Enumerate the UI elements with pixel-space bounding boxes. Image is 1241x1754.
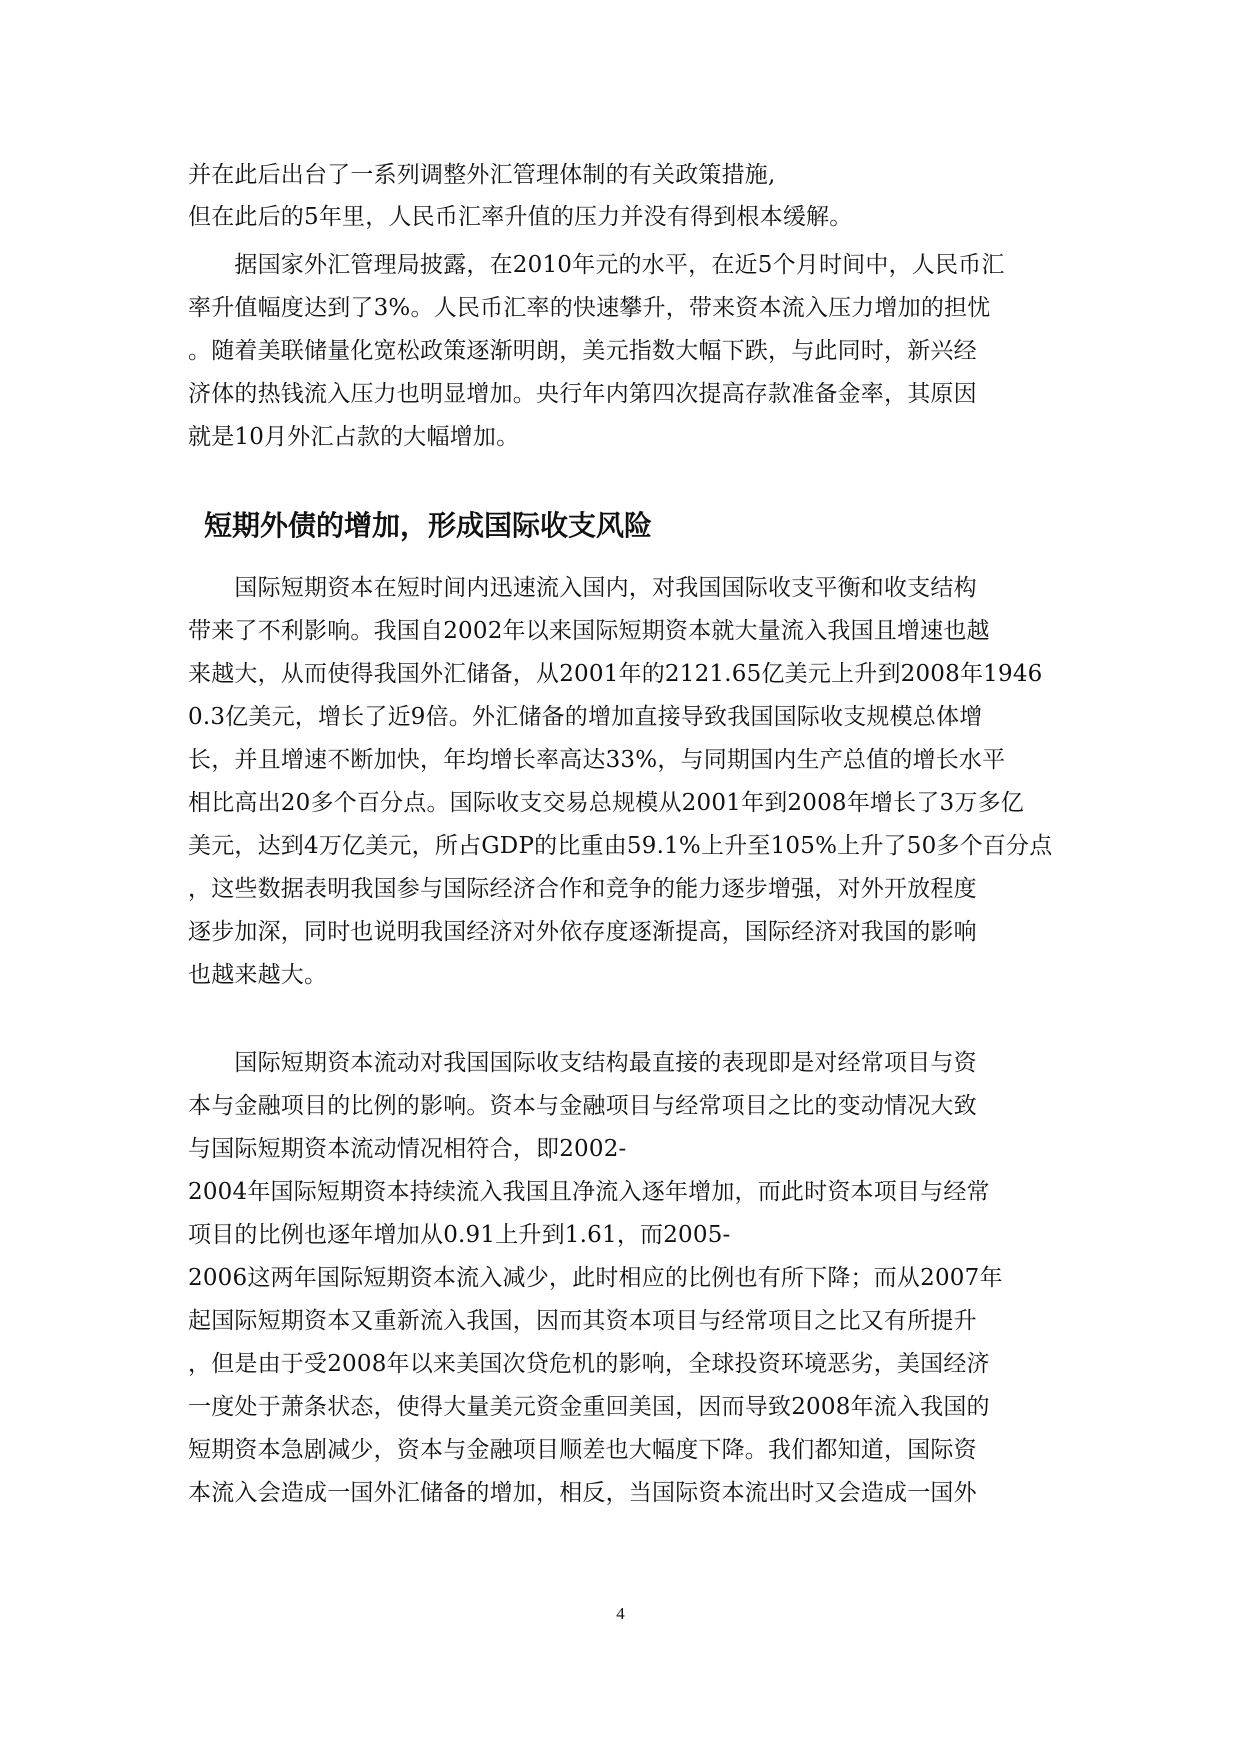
- text-line: 济体的热钱流入压力也明显增加。央行年内第四次提高存款准备金率，其原因: [188, 381, 977, 407]
- text-line: 2006这两年国际短期资本流入减少，此时相应的比例也有所下降；而从2007年: [188, 1265, 1003, 1291]
- text-line: 逐步加深，同时也说明我国经济对外依存度逐渐提高，国际经济对我国的影响: [188, 919, 977, 945]
- text-line: 起国际短期资本又重新流入我国，因而其资本项目与经常项目之比又有所提升: [188, 1308, 977, 1334]
- text-line: 来越大，从而使得我国外汇储备，从2001年的2121.65亿美元上升到2008年1946: [188, 661, 1043, 687]
- text-line: 本与金融项目的比例的影响。资本与金融项目与经常项目之比的变动情况大致: [188, 1093, 977, 1119]
- text-line: 。随着美联储量化宽松政策逐渐明朗，美元指数大幅下跌，与此同时，新兴经: [188, 338, 977, 364]
- text-line: 本流入会造成一国外汇储备的增加，相反，当国际资本流出时又会造成一国外: [188, 1480, 977, 1506]
- text-line: 并在此后出台了一系列调整外汇管理体制的有关政策措施,: [188, 162, 776, 188]
- text-line: 但在此后的5年里，人民币汇率升值的压力并没有得到根本缓解。: [188, 204, 853, 230]
- text-line: ，但是由于受2008年以来美国次贷危机的影响，全球投资环境恶劣，美国经济: [188, 1351, 990, 1377]
- text-line: 2004年国际短期资本持续流入我国且净流入逐年增加，而此时资本项目与经常: [188, 1179, 990, 1205]
- text-line: 一度处于萧条状态，使得大量美元资金重回美国，因而导致2008年流入我国的: [188, 1394, 990, 1420]
- text-line: 项目的比例也逐年增加从0.91上升到1.61，而2005-: [188, 1222, 731, 1248]
- text-line: 相比高出20多个百分点。国际收支交易总规模从2001年到2008年增长了3万多亿: [188, 790, 1024, 816]
- text-line: 0.3亿美元，增长了近9倍。外汇储备的增加直接导致我国国际收支规模总体增: [188, 704, 983, 730]
- text-line: 带来了不利影响。我国自2002年以来国际短期资本就大量流入我国且增速也越: [188, 618, 990, 644]
- text-line: 也越来越大。: [188, 962, 328, 988]
- section-heading: 短期外债的增加，形成国际收支风险: [204, 509, 653, 542]
- text-line: 国际短期资本在短时间内迅速流入国内，对我国国际收支平衡和收支结构: [188, 575, 977, 601]
- text-line: 美元，达到4万亿美元，所占GDP的比重由59.1%上升至105%上升了50多个百分点: [188, 833, 1053, 859]
- text-line: 率升值幅度达到了3%。人民币汇率的快速攀升，带来资本流入压力增加的担忧: [188, 295, 991, 321]
- text-line: 短期资本急剧减少，资本与金融项目顺差也大幅度下降。我们都知道，国际资: [188, 1437, 977, 1463]
- text-line: 长，并且增速不断加快，年均增长率高达33%，与同期国内生产总值的增长水平: [188, 747, 1006, 773]
- text-line: ，这些数据表明我国参与国际经济合作和竞争的能力逐步增强，对外开放程度: [188, 876, 977, 902]
- text-line: 与国际短期资本流动情况相符合，即2002-: [188, 1136, 627, 1162]
- text-line: 就是10月外汇占款的大幅增加。: [188, 424, 520, 450]
- text-line: 国际短期资本流动对我国国际收支结构最直接的表现即是对经常项目与资: [188, 1050, 977, 1076]
- text-line: 据国家外汇管理局披露，在2010年元的水平，在近5个月时间中，人民币汇: [188, 252, 1005, 278]
- page-number: 4: [616, 1604, 625, 1623]
